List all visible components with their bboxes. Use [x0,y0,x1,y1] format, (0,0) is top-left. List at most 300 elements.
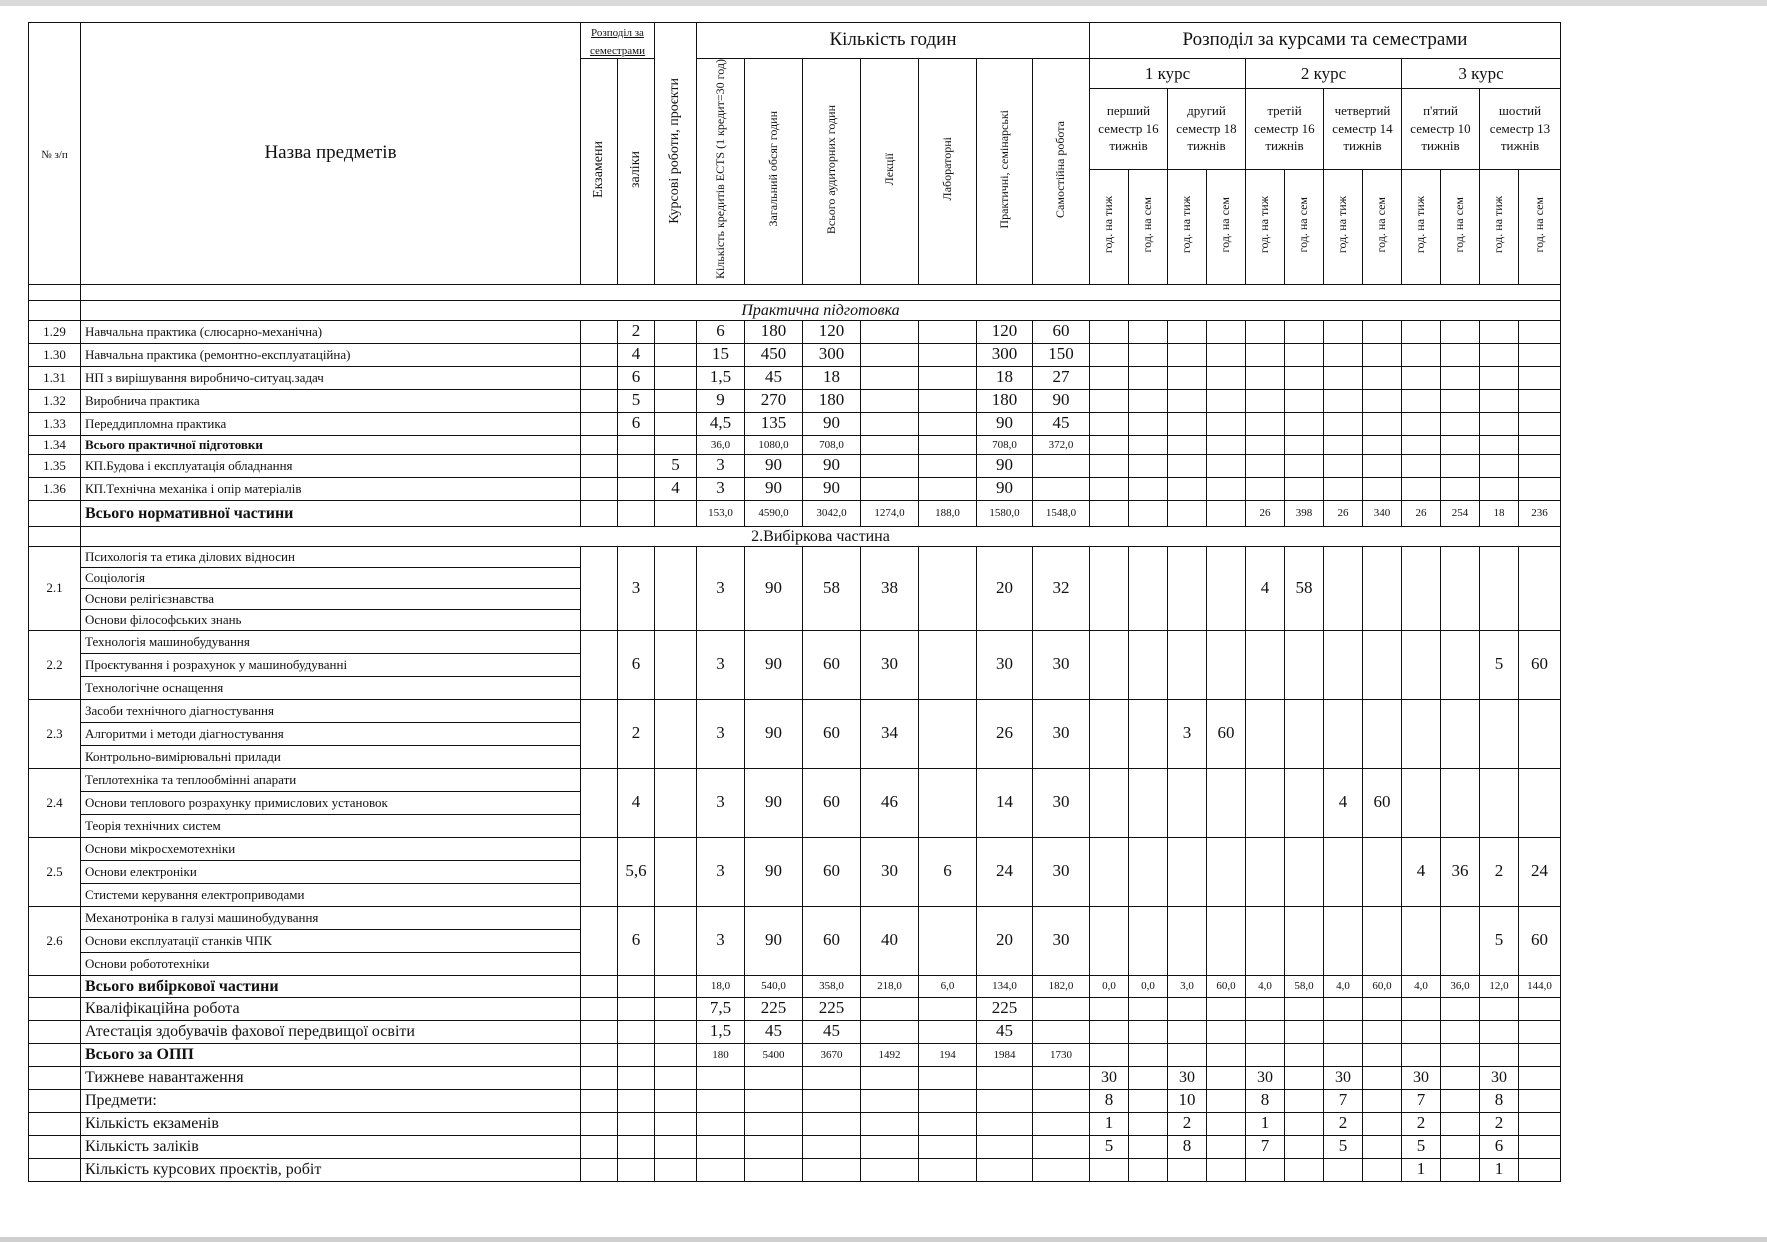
section-spacer [29,526,81,546]
header-hours-per-semester [1519,169,1561,284]
cell-total: 45 [745,366,803,389]
semester-cell [1168,906,1207,975]
semester-value: 5 [1324,1135,1363,1158]
cell-credit: 5 [618,389,655,412]
semester-cell [1207,1089,1246,1112]
empty-cell [861,1089,919,1112]
empty-cell [618,975,655,997]
semester-cell: 60 [1363,768,1402,837]
semester-cell [1246,366,1285,389]
table-row [29,454,1561,477]
cell-aud: 120 [803,320,861,343]
cell-exam [581,477,618,500]
header-semester-5-label: п'ятий семестр 10 тижнів [1410,103,1471,154]
empty-cell [697,1066,745,1089]
semester-cell: 3,0 [1168,975,1207,997]
subject-name: Основи мікросхемотехніки [81,837,581,860]
subject-name: Механотроніка в галузі машинобудування [81,906,581,929]
semester-value: 1 [1246,1112,1285,1135]
semester-value: 5 [1090,1135,1129,1158]
cell-lec: 218,0 [861,975,919,997]
semester-cell [1519,454,1561,477]
semester-cell [1285,320,1324,343]
header-semester-2 [1168,88,1246,169]
cell-lec: 46 [861,768,919,837]
semester-cell [1441,389,1480,412]
cell-lab [919,435,977,454]
subject-name: Психологія та етика ділових відносин [81,546,581,567]
semester-cell [1090,320,1129,343]
cell-lab [919,630,977,699]
semester-cell [1207,1112,1246,1135]
header-hours-group [697,23,1090,59]
semester-cell [1519,1158,1561,1181]
semester-cell [1168,630,1207,699]
row-number: 2.4 [29,768,81,837]
semester-cell [1090,389,1129,412]
cell-aud: 300 [803,343,861,366]
semester-cell [1246,906,1285,975]
summary-label: Кількість екзаменів [81,1112,581,1135]
semester-value: 30 [1324,1066,1363,1089]
semester-cell: 5 [1480,630,1519,699]
cell-lab [919,412,977,435]
cell-exam [581,906,618,975]
empty-cell [655,1158,697,1181]
cell-lec: 30 [861,837,919,906]
semester-cell: 4 [1402,837,1441,906]
semester-cell: 60 [1519,630,1561,699]
semester-cell [1090,477,1129,500]
semester-cell [1441,699,1480,768]
empty-cell [697,1089,745,1112]
semester-cell [1441,435,1480,454]
cell-ects: 3 [697,630,745,699]
empty-cell [581,500,618,526]
semester-cell [1324,546,1363,630]
semester-cell [1207,412,1246,435]
semester-cell [1519,1020,1561,1043]
semester-cell: 26 [1402,500,1441,526]
cell-prac: 90 [977,477,1033,500]
subject-name: Основи електроніки [81,860,581,883]
cell-prac: 134,0 [977,975,1033,997]
semester-cell [1207,477,1246,500]
semester-cell [1363,1020,1402,1043]
header-practical-label: Практичні, семінарські [996,109,1011,229]
semester-value: 2 [1402,1112,1441,1135]
cell-credit: 6 [618,412,655,435]
cell-aud: 3042,0 [803,500,861,526]
subject-name: Навчальна практика (ремонтно-експлуатаційна) [81,343,581,366]
header-lectures [861,59,919,285]
cell-lec: 40 [861,906,919,975]
cell-aud: 225 [803,997,861,1020]
cell-lab [919,906,977,975]
empty-cell [803,1135,861,1158]
subject-name: Навчальна практика (слюсарно-механічна) [81,320,581,343]
semester-cell [1402,1020,1441,1043]
semester-value: 30 [1480,1066,1519,1089]
cell-total: 90 [745,906,803,975]
cell-aud: 60 [803,837,861,906]
semester-cell [1441,906,1480,975]
subject-name: КП.Технічна механіка і опір матеріалів [81,477,581,500]
cell-self: 182,0 [1033,975,1090,997]
empty-cell [861,1158,919,1181]
semester-cell [1480,454,1519,477]
semester-cell: 4 [1246,546,1285,630]
cell-aud: 58 [803,546,861,630]
semester-cell [1246,477,1285,500]
per-week-label: год. на тиж [1101,195,1116,253]
row-number: 1.31 [29,366,81,389]
semester-value: 7 [1402,1089,1441,1112]
semester-cell [1207,768,1246,837]
semester-value: 30 [1246,1066,1285,1089]
cell-cw [655,343,697,366]
semester-cell [1402,630,1441,699]
semester-cell [1129,320,1168,343]
semester-cell: 4,0 [1246,975,1285,997]
semester-cell [1441,768,1480,837]
cell-lec: 1274,0 [861,500,919,526]
semester-cell [1129,699,1168,768]
cell-ects: 3 [697,699,745,768]
cell-lab: 188,0 [919,500,977,526]
header-semester-6-label: шостий семестр 13 тижнів [1489,103,1551,154]
header-auditory-label: Всього аудиторних годин [823,104,838,234]
row-number [29,1135,81,1158]
semester-cell [1129,454,1168,477]
empty-cell [745,1112,803,1135]
curriculum-table [28,22,1561,1182]
subject-name: Кваліфікаційна робота [81,997,581,1020]
cell-aud: 60 [803,630,861,699]
semester-value: 30 [1168,1066,1207,1089]
cell-credit [618,435,655,454]
summary-row [29,1066,1561,1089]
cell-prac: 45 [977,1020,1033,1043]
semester-cell: 58 [1285,546,1324,630]
semester-cell [1441,630,1480,699]
header-selfwork-label: Самостійна робота [1053,120,1068,218]
per-week-label: год. на тиж [1257,195,1272,253]
subject-name: НП з вирішування виробничо-ситуац.задач [81,366,581,389]
empty-cell [1033,1158,1090,1181]
curriculum-body [29,300,1561,1181]
cell-lec: 38 [861,546,919,630]
row-number [29,1089,81,1112]
cell-aud: 358,0 [803,975,861,997]
empty-cell [618,500,655,526]
semester-cell [1363,366,1402,389]
cell-cw: 4 [655,477,697,500]
semester-value [1324,1158,1363,1181]
semester-value: 1 [1480,1158,1519,1181]
cell-total: 45 [745,1020,803,1043]
semester-cell [1441,1089,1480,1112]
per-week-label: год. на тиж [1335,195,1350,253]
semester-cell [1519,477,1561,500]
row-number [29,1066,81,1089]
empty-cell [919,1066,977,1089]
semester-cell [1090,454,1129,477]
semester-cell [1129,997,1168,1020]
empty-cell [977,1089,1033,1112]
semester-cell [1480,366,1519,389]
cell-lab [919,343,977,366]
empty-cell [745,1158,803,1181]
cell-lab [919,768,977,837]
header-hours-per-week [1246,169,1285,284]
empty-cell [655,1112,697,1135]
cell-cw [655,906,697,975]
header-semester-3 [1246,88,1324,169]
per-week-label: год. на тиж [1413,195,1428,253]
semester-cell [1441,366,1480,389]
empty-cell [655,1066,697,1089]
cell-total: 90 [745,768,803,837]
header-hours-per-semester [1363,169,1402,284]
subject-name: Технологія машинобудування [81,630,581,653]
semester-cell [1285,1089,1324,1112]
semester-cell [1207,630,1246,699]
semester-cell [1207,1020,1246,1043]
semester-cell: 5 [1480,906,1519,975]
cell-aud: 18 [803,366,861,389]
cell-aud: 180 [803,389,861,412]
empty-cell [581,997,618,1020]
cell-lec [861,412,919,435]
semester-cell [1324,366,1363,389]
cell-lec [861,454,919,477]
row-number [29,1043,81,1066]
header-course-1-label: 1 курс [1144,63,1191,83]
semester-cell [1090,906,1129,975]
section-elective [29,526,1561,546]
semester-cell: 58,0 [1285,975,1324,997]
semester-cell [1285,343,1324,366]
per-sem-label: год. на сем [1140,196,1155,253]
cell-prac: 1984 [977,1043,1033,1066]
semester-cell [1519,435,1561,454]
empty-cell [1033,1089,1090,1112]
empty-cell [581,1089,618,1112]
header-semester-1 [1090,88,1168,169]
subject-name: Теплотехніка та теплообмінні апарати [81,768,581,791]
cell-total: 5400 [745,1043,803,1066]
header-exams-label: Екзамени [590,140,606,198]
semester-cell [1285,1066,1324,1089]
semester-cell [1285,906,1324,975]
cell-lab [919,477,977,500]
semester-cell [1207,997,1246,1020]
cell-exam [581,454,618,477]
cell-aud: 60 [803,699,861,768]
cell-total: 90 [745,546,803,630]
section-practical-title: Практична підготовка [81,300,1561,320]
semester-cell [1324,412,1363,435]
table-row [29,435,1561,454]
cell-exam [581,837,618,906]
cell-prac: 26 [977,699,1033,768]
semester-cell [1246,1043,1285,1066]
cell-exam [581,630,618,699]
cell-credit: 3 [618,546,655,630]
semester-cell [1363,630,1402,699]
header-labs [919,59,977,285]
empty-cell [581,1043,618,1066]
header-semester-4 [1324,88,1402,169]
cell-total: 540,0 [745,975,803,997]
cell-self: 372,0 [1033,435,1090,454]
semester-cell [1090,837,1129,906]
semester-cell [1168,389,1207,412]
qualification-row [29,997,1561,1020]
cell-self: 30 [1033,699,1090,768]
table-row [29,546,1561,567]
cell-self: 30 [1033,630,1090,699]
semester-value: 30 [1090,1066,1129,1089]
semester-cell [1441,1020,1480,1043]
header-total-label: Загальний обсяг годин [765,111,780,227]
semester-cell: 398 [1285,500,1324,526]
empty-cell [581,975,618,997]
semester-value [1246,1158,1285,1181]
header-ects-label: Кількість кредитів ECTS (1 кредит=30 год) [712,59,727,280]
cell-prac: 20 [977,906,1033,975]
cell-prac: 90 [977,454,1033,477]
header-semesters-group [1090,23,1561,59]
semester-cell [1519,1089,1561,1112]
semester-cell [1168,546,1207,630]
semester-cell [1090,768,1129,837]
cell-total: 1080,0 [745,435,803,454]
cell-total: 90 [745,630,803,699]
cell-prac: 14 [977,768,1033,837]
cell-prac: 120 [977,320,1033,343]
empty-cell [919,1089,977,1112]
empty-cell [803,1089,861,1112]
semester-cell: 26 [1246,500,1285,526]
cell-prac: 20 [977,546,1033,630]
semester-cell [1363,906,1402,975]
semester-cell [1480,320,1519,343]
semester-cell [1402,412,1441,435]
semester-cell [1363,1043,1402,1066]
cell-credit: 6 [618,906,655,975]
cell-prac: 90 [977,412,1033,435]
semester-cell [1363,837,1402,906]
cell-self: 27 [1033,366,1090,389]
cell-total: 4590,0 [745,500,803,526]
header-semester-3-label: третій семестр 16 тижнів [1254,103,1315,154]
cell-credit: 4 [618,768,655,837]
semester-cell [1129,1066,1168,1089]
semester-value: 30 [1402,1066,1441,1089]
cell-total: 90 [745,837,803,906]
semester-cell [1285,1135,1324,1158]
semester-cell [1090,699,1129,768]
cell-cw [655,546,697,630]
header-distribution-label: Розподіл за семестрами [589,27,646,57]
table-row [29,477,1561,500]
cell-aud: 60 [803,906,861,975]
cell-credit [618,477,655,500]
cell-self [1033,477,1090,500]
row-number: 1.34 [29,435,81,454]
cell-credit: 4 [618,343,655,366]
table-row [29,699,1561,722]
cell-lab [919,699,977,768]
cell-exam [581,699,618,768]
cell-ects: 6 [697,320,745,343]
semester-cell [1207,320,1246,343]
semester-cell [1090,412,1129,435]
semester-cell [1441,1135,1480,1158]
cell-prac: 180 [977,389,1033,412]
header-semester-4-label: четвертий семестр 14 тижнів [1332,103,1393,154]
semester-value: 2 [1324,1112,1363,1135]
semester-cell [1363,1089,1402,1112]
header-semester-1-label: перший семестр 16 тижнів [1098,103,1159,154]
semester-cell [1441,1158,1480,1181]
empty-cell [581,1066,618,1089]
semester-cell: 4,0 [1402,975,1441,997]
semester-cell [1090,630,1129,699]
semester-cell [1246,997,1285,1020]
semester-cell [1519,1043,1561,1066]
header-hours-per-semester [1285,169,1324,284]
cell-ects: 15 [697,343,745,366]
semester-cell [1519,366,1561,389]
empty-cell [977,1066,1033,1089]
summary-label: Кількість курсових проєктів, робіт [81,1158,581,1181]
cell-lab: 6,0 [919,975,977,997]
header-semester-5 [1402,88,1480,169]
cell-aud: 90 [803,477,861,500]
empty-cell [977,1112,1033,1135]
semester-cell [1324,477,1363,500]
semester-cell [1207,343,1246,366]
semester-cell [1324,1043,1363,1066]
semester-cell [1246,389,1285,412]
cell-total: 90 [745,477,803,500]
semester-cell [1363,389,1402,412]
semester-cell [1129,1043,1168,1066]
row-number: 1.33 [29,412,81,435]
semester-cell [1129,477,1168,500]
cell-total: 450 [745,343,803,366]
semester-cell [1402,343,1441,366]
semester-cell [1246,1020,1285,1043]
semester-cell [1285,435,1324,454]
semester-cell: 340 [1363,500,1402,526]
semester-cell [1285,1043,1324,1066]
cell-ects: 1,5 [697,1020,745,1043]
semester-cell [1285,1158,1324,1181]
semester-cell [1402,546,1441,630]
semester-cell [1441,454,1480,477]
cell-self: 60 [1033,320,1090,343]
semester-cell [1129,435,1168,454]
semester-cell [1402,389,1441,412]
cell-exam [581,389,618,412]
cell-cw [655,837,697,906]
subject-name: Всього за ОПП [81,1043,581,1066]
empty-cell [581,1112,618,1135]
